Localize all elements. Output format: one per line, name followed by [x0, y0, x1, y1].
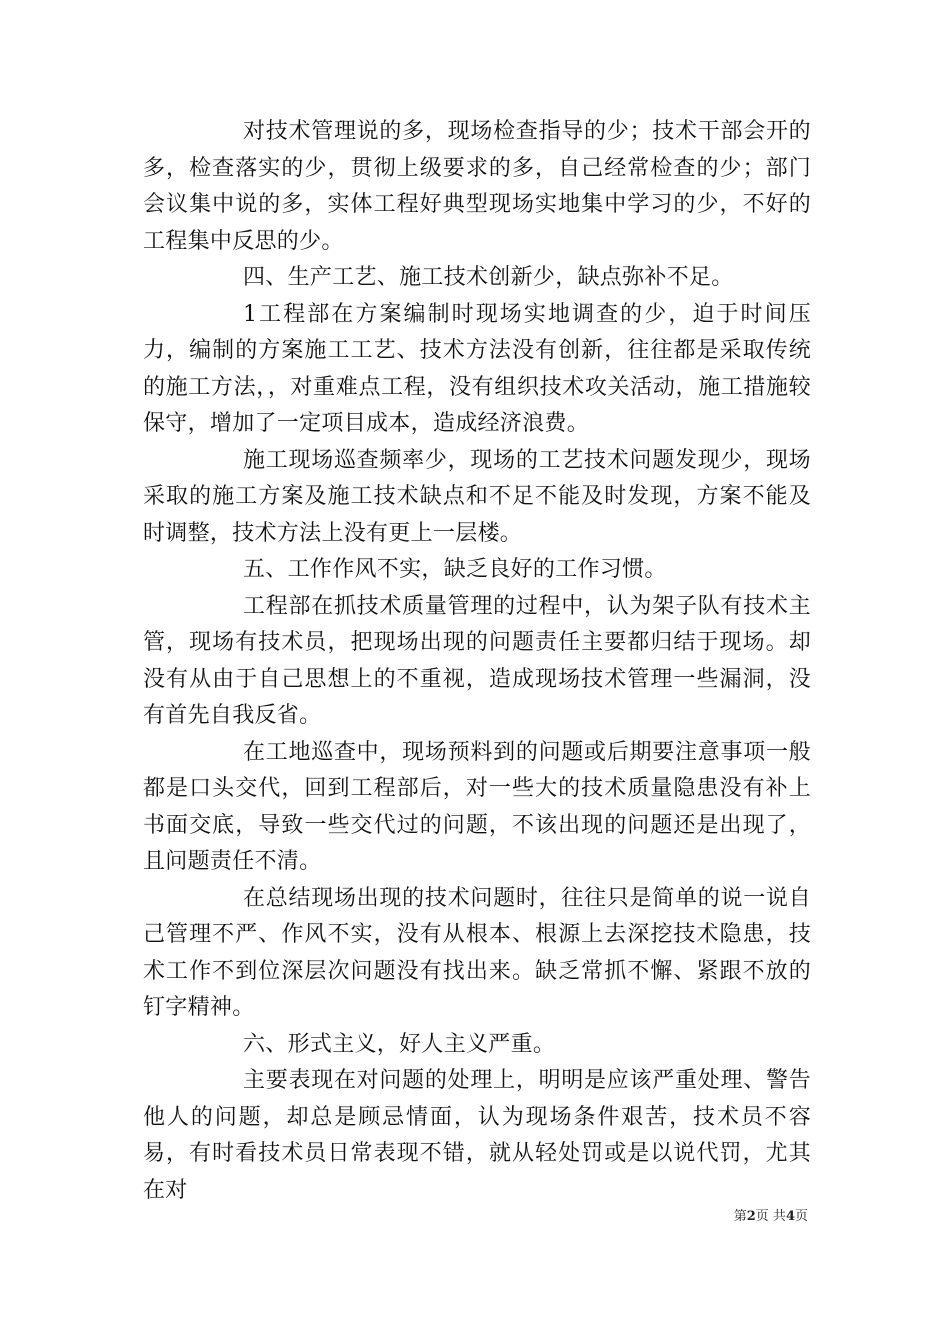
- paragraph: 施工现场巡查频率少，现场的工艺技术问题发现少，现场采取的施工方案及施工技术缺点和不足不能及时发现，方案不能及时调整，技术方法上没有更上一层楼。: [143, 447, 811, 546]
- section-heading: 五、工作作风不实，缺乏良好的工作习惯。: [243, 557, 667, 582]
- paragraph: 1工程部在方案编制时现场实地调查的少，迫于时间压力，编制的方案施工工艺、技术方法没有创新，往往都是采取传统的施工方法，，对重难点工程，没有组织技术攻关活动，施工措施较保守，增加了一定项目成本，造成经济浪费。: [143, 301, 811, 436]
- paragraph: 主要表现在对问题的处理上，明明是应该严重处理、警告他人的问题，却总是顾忌情面，认为现场条件艰苦，技术员不容易，有时看技术员日常表现不错，就从轻处罚或是以说代罚，尤其在对: [143, 1068, 811, 1203]
- footer-middle: 页 共: [755, 1209, 786, 1224]
- paragraph: 工程部在抓技术质量管理的过程中，认为架子队有技术主管，现场有技术员，把现场出现的问题责任主要都归结于现场。却没有从由于自己思想上的不重视，造成现场技术管理一些漏洞，没有首先自我反省。: [143, 593, 811, 728]
- paragraph: 在总结现场出现的技术问题时，往往只是简单的说一说自己管理不严、作风不实，没有从根本、根源上去深挖技术隐患，技术工作不到位深层次问题没有找出来。缺乏常抓不懈、紧跟不放的钉字精神。: [143, 885, 811, 1020]
- paragraph: 对技术管理说的多，现场检查指导的少；技术干部会开的多，检查落实的少，贯彻上级要求的多，自己经常检查的少；部门会议集中说的多，实体工程好典型现场实地集中学习的少，不好的工程集中反思的少。: [143, 119, 811, 254]
- footer-prefix: 第: [733, 1209, 747, 1224]
- document-body: [143, 114, 811, 1209]
- section-heading: 六、形式主义，好人主义严重。: [243, 1031, 556, 1057]
- total-pages-number: 4: [785, 1209, 795, 1224]
- footer-suffix: 页: [794, 1209, 808, 1224]
- page-footer: [734, 1205, 808, 1224]
- current-page-number: 2: [746, 1209, 756, 1224]
- section-heading: 四、生产工艺、施工技术创新少，缺点弥补不足。: [243, 265, 734, 290]
- paragraph: 在工地巡查中，现场预料到的问题或后期要注意事项一般都是口头交代，回到工程部后，对一些大的技术质量隐患没有补上书面交底，导致一些交代过的问题，不该出现的问题还是出现了，且问题责任不清。: [143, 739, 811, 874]
